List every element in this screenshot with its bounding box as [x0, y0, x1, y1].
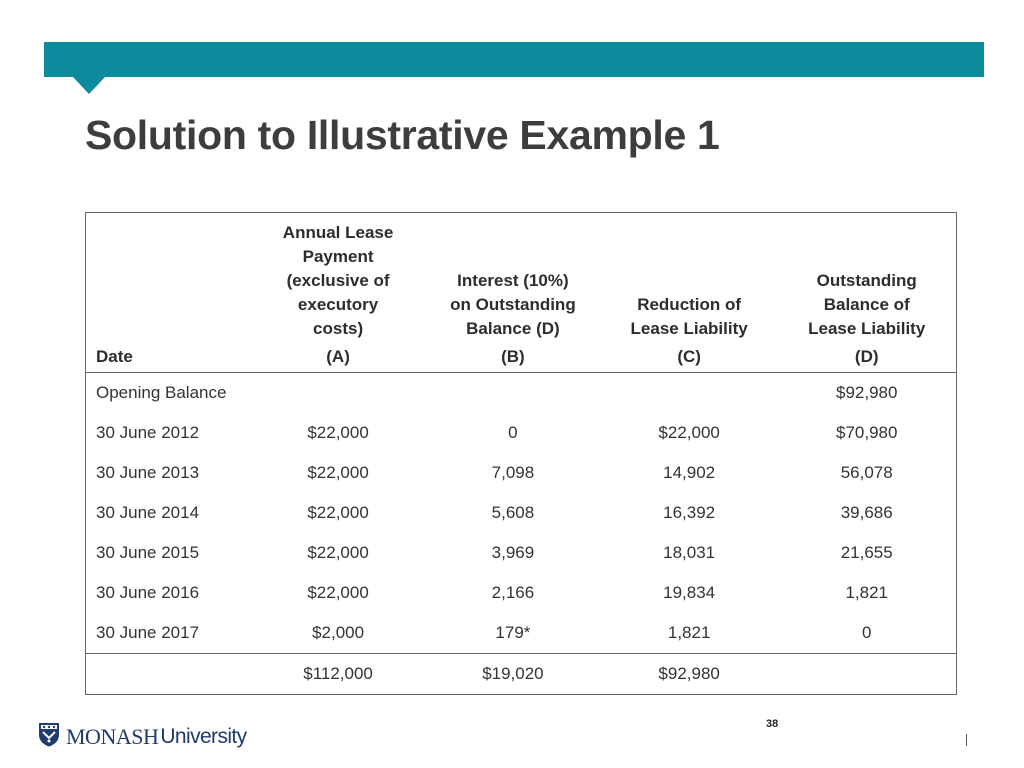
value-cell: 2,166 [491, 583, 535, 602]
col-header-reduction [601, 213, 778, 346]
header-line: costs) [313, 319, 364, 338]
total-cell [86, 654, 252, 695]
value-cell: 7,098 [491, 463, 535, 482]
col-letter-a: (A) [251, 345, 425, 373]
table-header-row [86, 213, 957, 346]
header-line: Lease Liability [630, 319, 748, 338]
value-cell [251, 373, 425, 414]
value-cell: 3,969 [491, 543, 535, 562]
monash-crest-icon [38, 722, 60, 752]
value-cell: 18,031 [663, 543, 716, 562]
header-line: Payment [302, 247, 374, 266]
date-cell: Opening Balance [96, 383, 227, 402]
value-cell: 179* [495, 623, 531, 642]
col-header-date [86, 213, 252, 346]
header-line: Reduction of [637, 295, 742, 314]
date-cell: 30 June 2016 [96, 583, 200, 602]
totals-row [86, 654, 957, 695]
col-letter-b: (B) [425, 345, 601, 373]
value-cell: 56,078 [840, 463, 893, 482]
value-cell: 39,686 [840, 503, 893, 522]
value-cell: $70,980 [835, 423, 898, 442]
value-cell: 16,392 [663, 503, 716, 522]
value-cell: $22,000 [307, 503, 369, 522]
total-cell: $92,980 [601, 654, 778, 695]
date-cell: 30 June 2014 [96, 503, 200, 522]
header-line: Lease Liability [808, 319, 926, 338]
value-cell: $2,000 [312, 623, 365, 642]
header-line: Interest (10%) [457, 271, 569, 290]
col-header-outstanding-balance [777, 213, 956, 346]
col-letter-date: Date [86, 345, 252, 373]
date-cell: 30 June 2015 [96, 543, 200, 562]
top-accent-bar [44, 42, 984, 77]
table-body [86, 373, 957, 654]
table-row [86, 493, 957, 533]
col-header-interest [425, 213, 601, 346]
date-cell: 30 June 2017 [96, 623, 200, 642]
value-cell [425, 373, 601, 414]
date-cell: 30 June 2013 [96, 463, 200, 482]
header-line: (exclusive of [286, 271, 390, 290]
logo-text-university: University [160, 725, 247, 748]
logo-text-monash: MONASH [66, 724, 159, 749]
total-cell: $112,000 [251, 654, 425, 695]
value-cell: $22,000 [307, 423, 369, 442]
table-row [86, 413, 957, 453]
value-cell: $22,000 [307, 583, 369, 602]
table-row [86, 533, 957, 573]
date-cell: 30 June 2012 [96, 423, 200, 442]
value-cell: 1,821 [667, 623, 711, 642]
footer-divider [966, 734, 967, 746]
table-row [86, 373, 957, 414]
value-cell: 1,821 [845, 583, 888, 602]
col-header-annual-lease-payment [251, 213, 425, 346]
value-cell: 0 [861, 623, 872, 642]
header-line: Annual Lease [282, 223, 394, 242]
value-cell [601, 373, 778, 414]
value-cell: 19,834 [663, 583, 716, 602]
accent-bar-pointer [73, 77, 105, 94]
header-line: on Outstanding [450, 295, 576, 314]
value-cell: 14,902 [663, 463, 716, 482]
page-number: 38 [766, 718, 779, 730]
header-line: Outstanding [816, 271, 917, 290]
total-cell: $19,020 [425, 654, 601, 695]
col-letter-d: (D) [777, 345, 956, 373]
value-cell: 21,655 [840, 543, 893, 562]
header-line: Balance (D) [466, 319, 560, 338]
col-letter-c: (C) [601, 345, 778, 373]
table-row [86, 573, 957, 613]
lease-schedule-table [85, 212, 957, 695]
header-line: executory [297, 295, 379, 314]
slide-title: Solution to Illustrative Example 1 [85, 112, 720, 158]
table-header-letter-row [86, 345, 957, 373]
value-cell: $92,980 [835, 383, 898, 402]
table-row [86, 453, 957, 493]
value-cell: $22,000 [307, 463, 369, 482]
header-line: Balance of [823, 295, 910, 314]
table-row [86, 613, 957, 654]
total-cell [777, 654, 956, 695]
value-cell: 5,608 [491, 503, 535, 522]
value-cell: 0 [508, 423, 518, 442]
monash-university-logo [38, 722, 247, 752]
value-cell: $22,000 [307, 543, 369, 562]
value-cell: $22,000 [658, 423, 720, 442]
